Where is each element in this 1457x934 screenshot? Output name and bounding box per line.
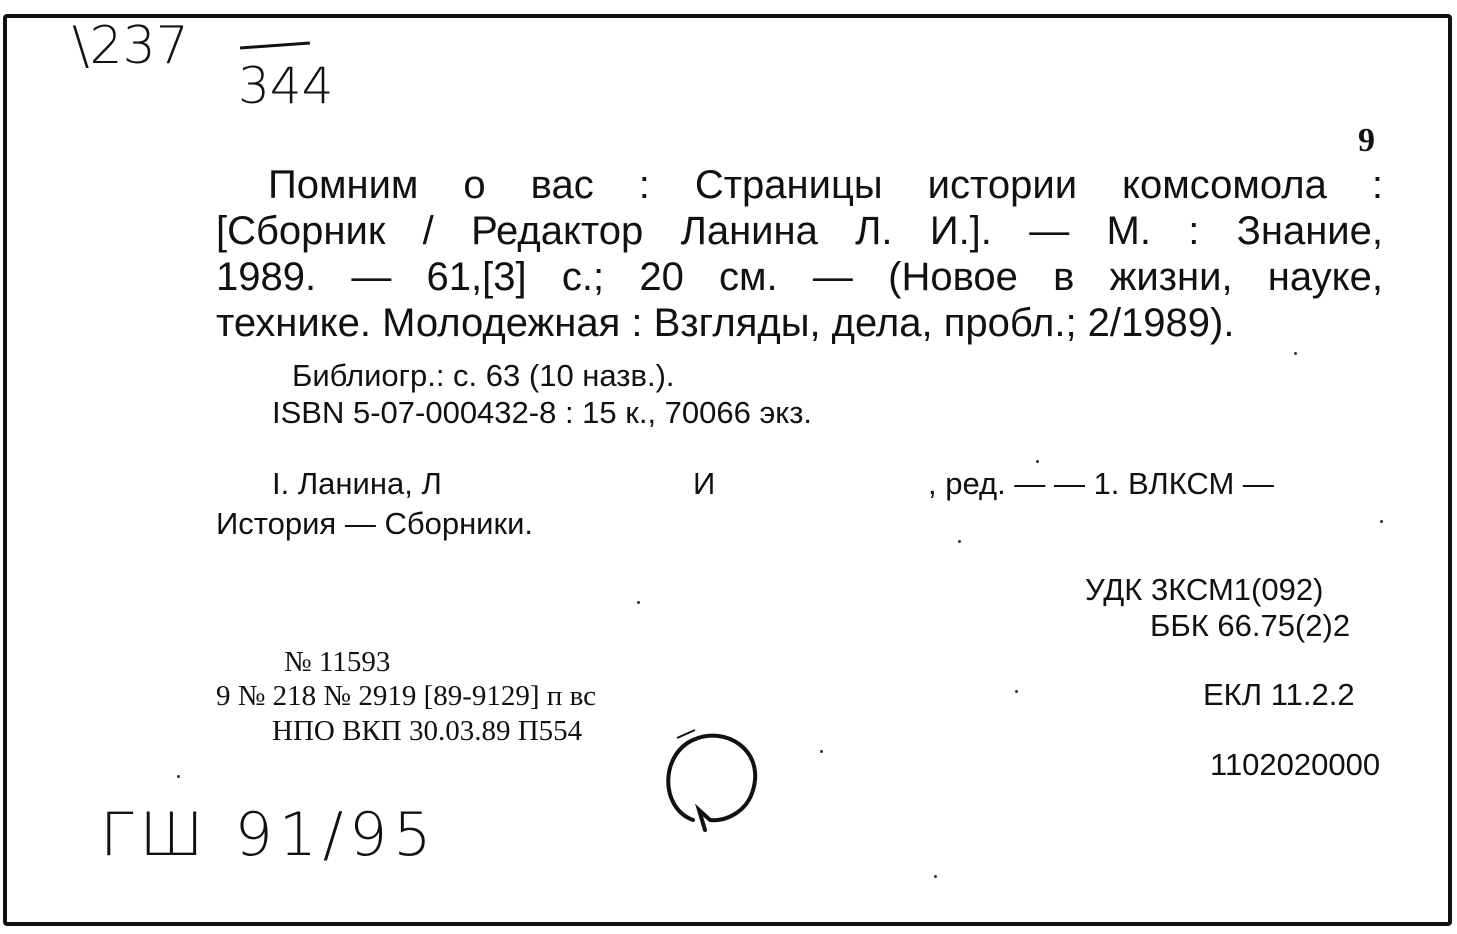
tracing-part-2: И [693,466,716,501]
title-line-3: 1989. — 61,[3] с.; 20 см. — (Новое в жизни, науке, [216,255,1383,299]
title-line-1: Помним о вас : Страницы истории комсомола : [268,163,1383,207]
handwritten-stamp: ГШ 91/95 [100,800,438,870]
udk-code: УДК 3КСМ1(092) [1085,572,1324,607]
speck [1294,352,1297,355]
title-line-2: [Сборник / Редактор Ланина Л. И.]. — М. : Знание, [216,209,1383,253]
speck [820,750,823,753]
speck [958,540,961,543]
tracing-line-2: История — Сборники. [216,506,533,541]
numeric-code: 1102020000 [1210,747,1381,782]
speck [1380,520,1383,523]
speck [934,875,937,878]
order-line-3: НПО ВКП 30.03.89 П554 [272,715,583,747]
handwritten-code-top: \237 [72,16,189,76]
bibliography-note: Библиогр.: с. 63 (10 назв.). [292,358,675,393]
circle-stamp-mark [655,720,770,835]
tracing-part-1: I. Ланина, Л [272,466,442,501]
bbk-code: ББК 66.75(2)2 [1150,608,1351,643]
isbn-line: ISBN 5-07-000432-8 : 15 к., 70066 экз. [272,395,813,430]
speck [1036,460,1039,463]
ekl-code: ЕКЛ 11.2.2 [1203,677,1355,712]
speck [1015,690,1018,693]
handwritten-code-bottom: 344 [238,57,334,115]
page-number: 9 [1358,122,1375,159]
tracing-part-3: , ред. — — 1. ВЛКСМ — [928,466,1274,501]
speck [177,775,180,778]
order-number: № 11593 [284,646,391,678]
title-line-4: технике. Молодежная : Взгляды, дела, пробл.; 2/1989). [216,301,1235,345]
speck [637,601,640,604]
order-line-2: 9 № 218 № 2919 [89-9129] п вс [216,680,596,712]
